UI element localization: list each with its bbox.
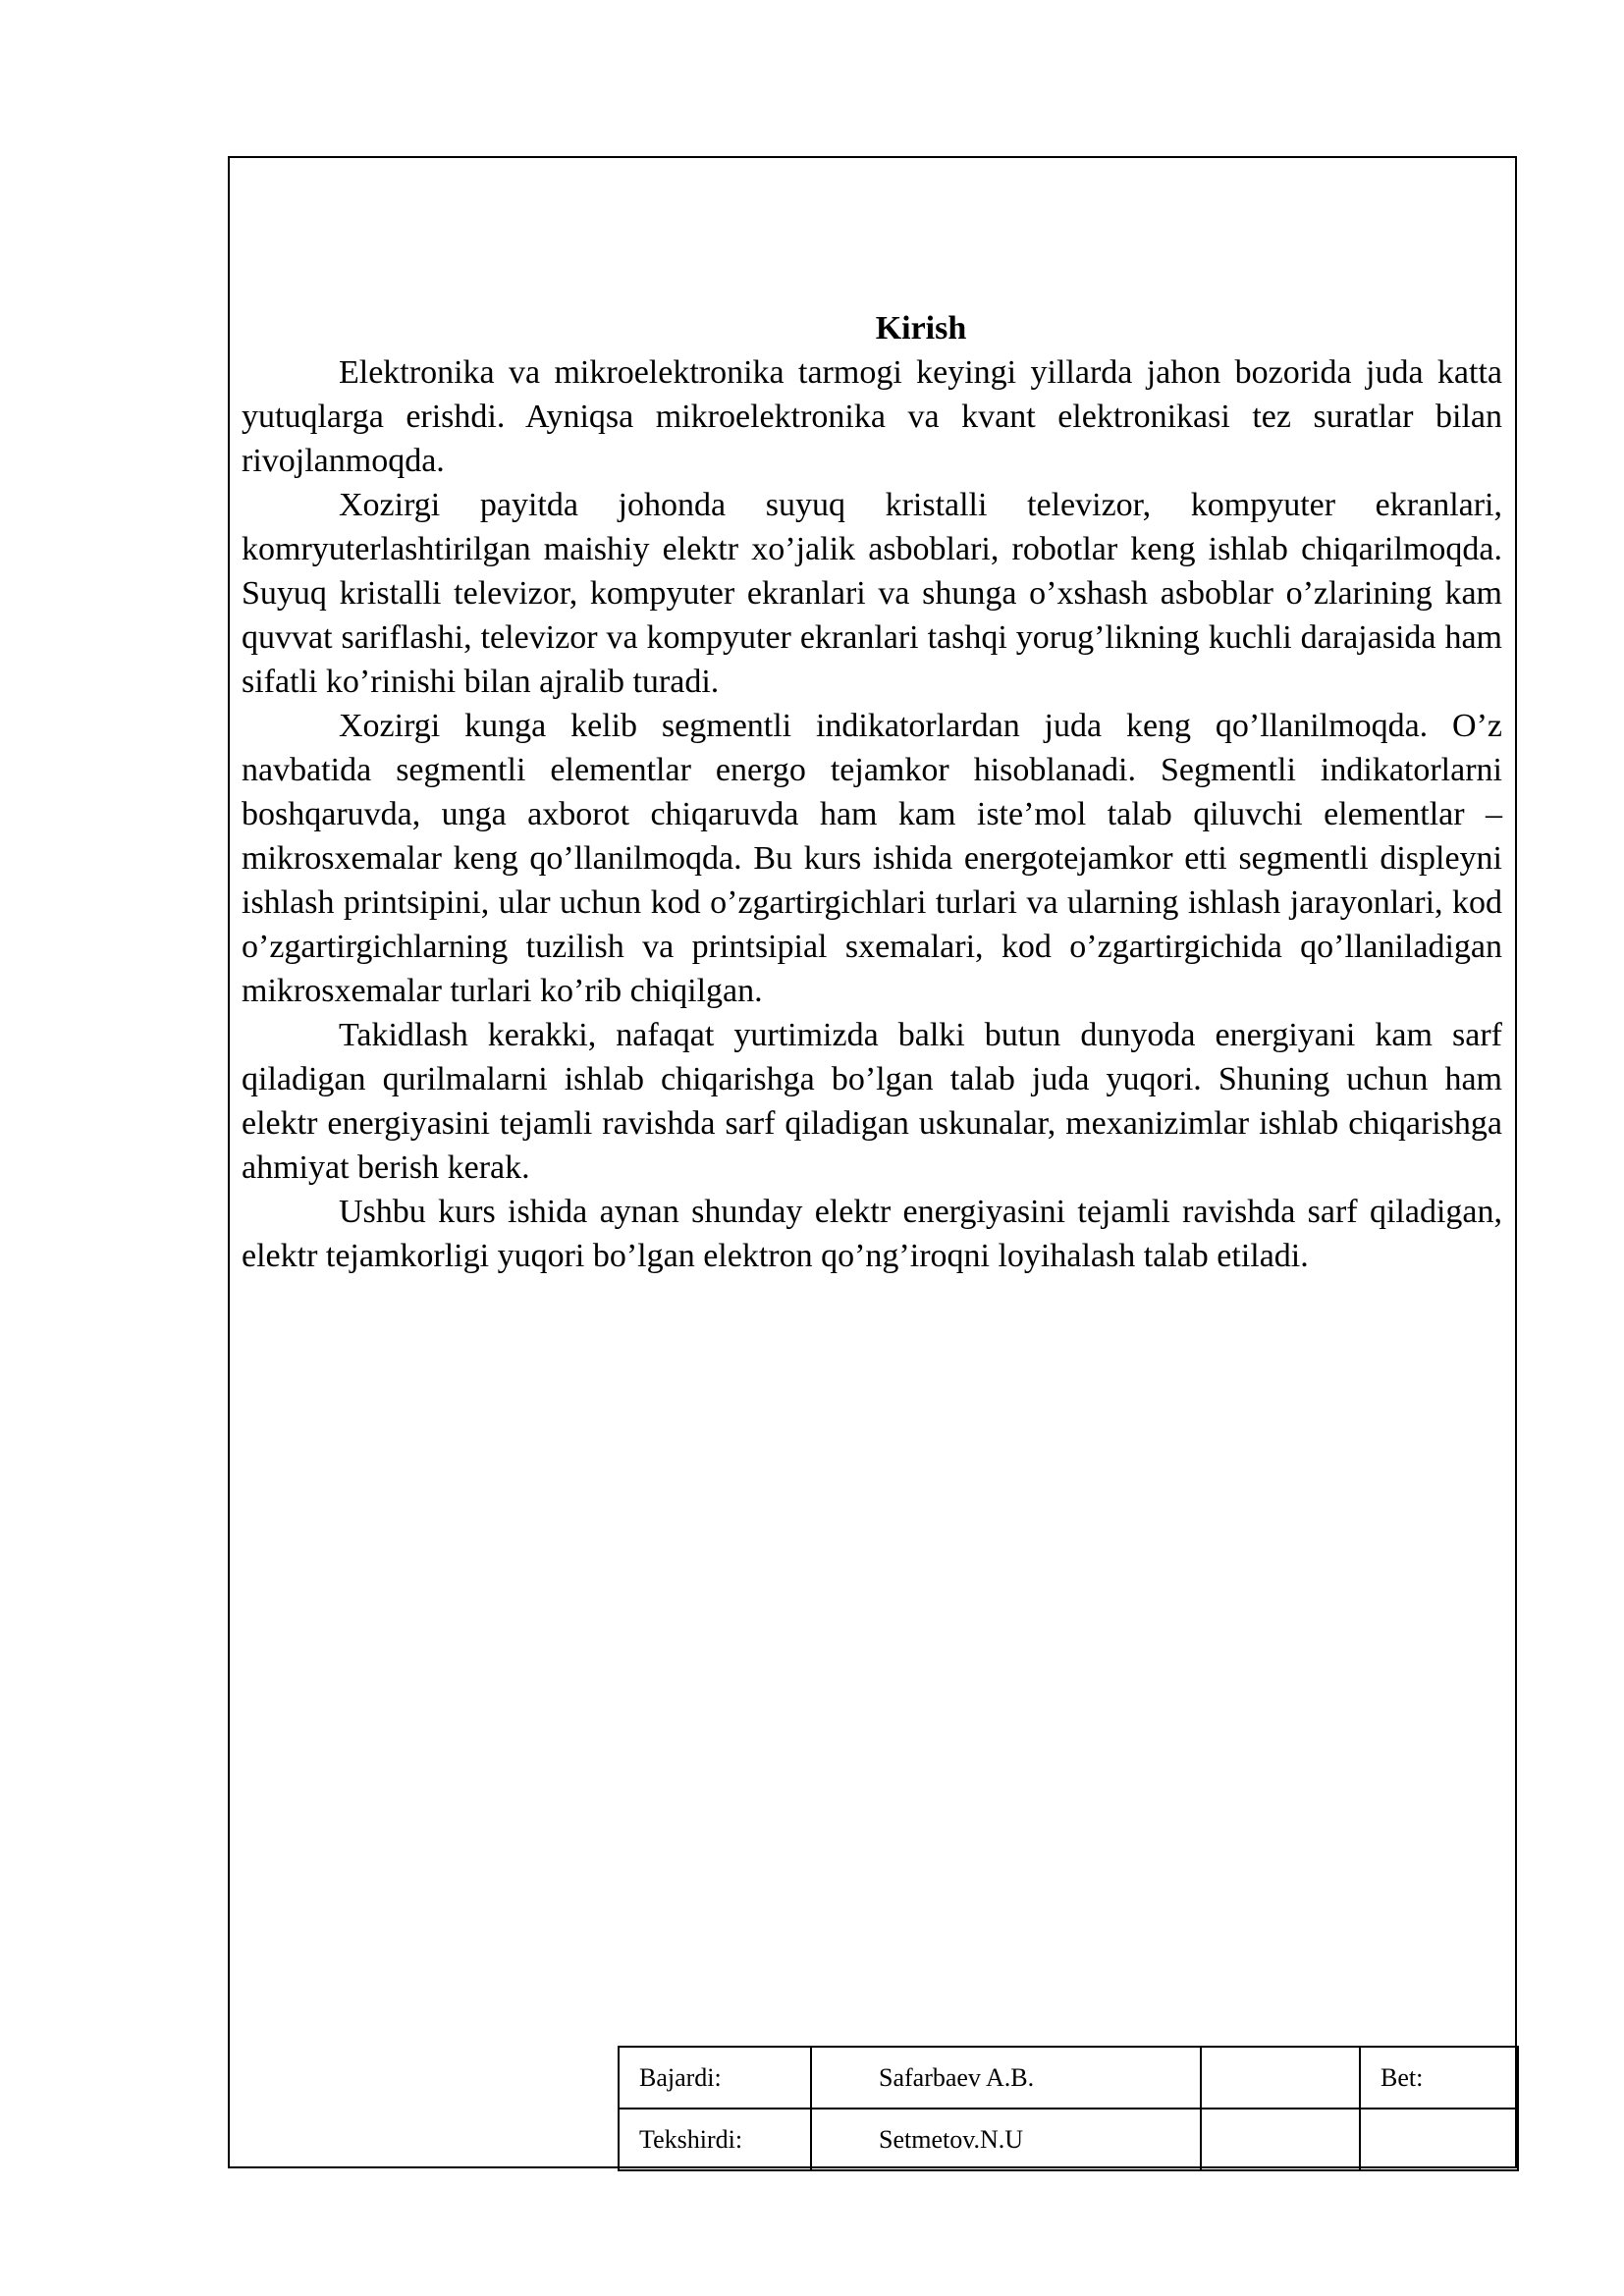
page-label: Bet: [1360,2047,1518,2109]
document-body [242,306,1502,1278]
performer-extra-cell [1201,2047,1360,2109]
document-title: Kirish [875,310,967,347]
paragraph-1: Elektronika va mikroelektronika tarmogi keyingi yillarda jahon bozorida juda katta yutuqlarga erishdi. Ayniqsa mikroelektronika va kvant elektronikasi tez suratlar bilan rivojlanmoqda. [242,354,1502,479]
stamp-row-checker [619,2109,1518,2170]
stamp-row-performer [619,2047,1518,2109]
checker-label: Tekshirdi: [619,2109,811,2170]
performer-label: Bajardi: [619,2047,811,2109]
paragraph-4: Takidlash kerakki, nafaqat yurtimizda balki butun dunyoda energiyani kam sarf qiladigan qurilmalarni ishlab chiqarishga bo’lgan talab juda yuqori. Shuning uchun ham elektr energiyasini tejamli ravishda sarf qiladigan uskunalar, mexanizimlar ishlab chiqarishga ahmiyat berish kerak. [242,1017,1502,1186]
checker-name: Setmetov.N.U [811,2109,1201,2170]
performer-name: Safarbaev A.B. [811,2047,1201,2109]
checker-extra-cell [1201,2109,1360,2170]
paragraph-3: Xozirgi kunga kelib segmentli indikatorlardan juda keng qo’llanilmoqda. O’z navbatida segmentli elementlar energo tejamkor hisoblanadi. Segmentli indikatorlarni boshqaruvda, unga axborot chiqaruvda ham kam iste’mol talab qiluvchi elementlar – mikrosxemalar keng qo’llanilmoqda. Bu kurs ishida energotejamkor etti segmentli displeyni ishlash printsipini, ular uchun kod o’zgartirgichlari turlari va ularning ishlash jarayonlari, kod o’zgartirgichlarning tuzilish va printsipial sxemalari, kod o’zgartirgichida qo’llaniladigan mikrosxemalar turlari ko’rib chiqilgan. [242,708,1502,1009]
paragraph-2: Xozirgi payitda johonda suyuq kristalli televizor, kompyuter ekranlari, komryuterlashtirilgan maishiy elektr xo’jalik asboblari, robotlar keng ishlab chiqarilmoqda. Suyuq kristalli televizor, kompyuter ekranlari va shunga o’xshash asboblar o’zlarining kam quvvat sariflashi, televizor va kompyuter ekranlari tashqi yorug’likning kuchli darajasida ham sifatli ko’rinishi bilan ajralib turadi. [242,487,1502,700]
paragraph-5: Ushbu kurs ishida aynan shunday elektr energiyasini tejamli ravishda sarf qiladigan, elektr tejamkorligi yuqori bo’lgan elektron qo’ng’iroqni loyihalash talab etiladi. [242,1194,1502,1274]
page-number-cell [1360,2109,1518,2170]
title-block-stamp [618,2046,1519,2171]
